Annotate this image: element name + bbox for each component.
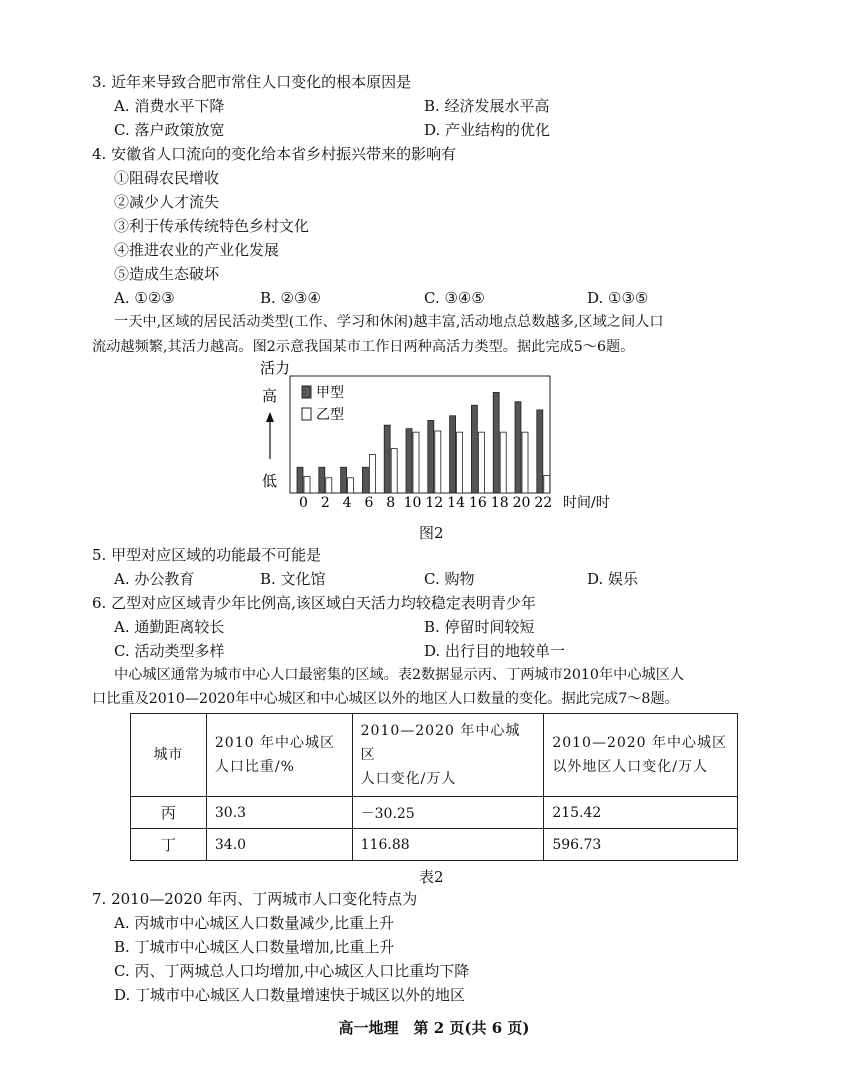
bar-jia-12	[428, 420, 434, 493]
question-7-option-c: C. 丙、丁两城总人口均增加,中心城区人口比重均下降	[114, 962, 470, 980]
question-7-option-a: A. 丙城市中心城区人口数量减少,比重上升	[114, 914, 395, 932]
bar-jia-14	[450, 416, 456, 493]
table-header-share-line-2: 人口比重/%	[214, 759, 295, 775]
bar-jia-6	[362, 467, 368, 493]
question-3-option-a: A. 消费水平下降	[114, 97, 225, 115]
bar-jia-16	[471, 405, 477, 493]
table-header-row	[131, 714, 738, 797]
question-3-option-b: B. 经济发展水平高	[424, 97, 550, 115]
bar-jia-8	[384, 425, 390, 493]
bar-yi-6	[369, 454, 375, 493]
chart-xlabel: 时间/时	[563, 495, 610, 511]
question-4-item-1: ①阻碍农民增收	[114, 169, 220, 187]
question-4-item-3: ③利于传承传统特色乡村文化	[114, 217, 310, 235]
bar-yi-22	[544, 475, 550, 493]
table-cell-share: 30.3	[206, 797, 352, 829]
x-tick-label: 2	[320, 495, 330, 511]
bar-yi-18	[500, 432, 506, 493]
table-cell-outer: 215.42	[544, 797, 738, 829]
page-footer: 高一地理 第 2 页(共 6 页)	[338, 1019, 530, 1037]
bar-jia-20	[515, 402, 521, 493]
legend-label-jia: 甲型	[316, 385, 344, 401]
bar-jia-22	[537, 410, 543, 493]
bar-yi-14	[457, 432, 463, 493]
question-5-option-b: B. 文化馆	[260, 570, 326, 588]
table-header-city: 城市	[131, 714, 207, 797]
question-4-option-b: B. ②③④	[260, 289, 321, 307]
question-7-option-d: D. 丁城市中心城区人口数量增速快于城区以外的地区	[114, 986, 466, 1004]
x-tick-label: 20	[512, 495, 531, 511]
bar-yi-20	[522, 432, 528, 493]
x-tick-label: 10	[403, 495, 422, 511]
question-7-option-b: B. 丁城市中心城区人口数量增加,比重上升	[114, 938, 395, 956]
legend-label-yi: 乙型	[316, 407, 344, 423]
table-header-outer-line-2: 以外地区人口变化/万人	[552, 759, 709, 775]
intro-5-6-line-1: 一天中,区域的居民活动类型(工作、学习和休闲)越丰富,活动地点总数越多,区域之间人口	[114, 314, 664, 330]
bar-yi-4	[348, 478, 354, 493]
table-cell-outer: 596.73	[544, 829, 738, 861]
question-6-stem: 6. 乙型对应区域青少年比例高,该区域白天活力均较稳定表明青少年	[92, 594, 536, 612]
table-2-caption: 表2	[419, 868, 444, 886]
population-table	[130, 713, 738, 861]
question-6-option-d: D. 出行目的地较单一	[424, 642, 566, 660]
table-cell-center: －30.25	[352, 797, 544, 829]
x-tick-label: 4	[342, 495, 352, 511]
chart-y-low-label: 低	[262, 472, 278, 490]
legend-swatch-jia	[302, 386, 311, 398]
bar-jia-0	[297, 467, 303, 493]
figure-2-caption: 图2	[419, 524, 444, 542]
bar-jia-2	[319, 467, 325, 493]
intro-5-6-line-2: 流动越频繁,其活力越高。图2示意我国某市工作日两种高活力类型。据此完成5～6题。	[92, 339, 635, 355]
question-4-item-4: ④推进农业的产业化发展	[114, 241, 280, 259]
question-5-option-c: C. 购物	[424, 570, 475, 588]
x-tick-label: 18	[490, 495, 509, 511]
activity-bar-chart	[252, 356, 632, 516]
question-4-stem: 4. 安徽省人口流向的变化给本省乡村振兴带来的影响有	[92, 145, 457, 163]
table-row	[131, 829, 738, 861]
bar-yi-8	[391, 449, 397, 493]
x-tick-label: 14	[447, 495, 466, 511]
x-tick-label: 6	[364, 495, 374, 511]
table-header-outer-line-1: 2010—2020 年中心城区	[552, 735, 728, 751]
bar-jia-18	[493, 392, 499, 493]
table-cell-city: 丁	[131, 829, 207, 861]
legend-swatch-yi	[302, 408, 311, 420]
question-6-option-a: A. 通勤距离较长	[114, 618, 225, 636]
bar-yi-16	[478, 432, 484, 493]
table-row	[131, 797, 738, 829]
question-5-option-d: D. 娱乐	[587, 570, 639, 588]
table-header-share-line-1: 2010 年中心城区	[214, 735, 335, 751]
question-6-option-b: B. 停留时间较短	[424, 618, 535, 636]
table-header-outer-change	[544, 714, 738, 797]
question-3-option-d: D. 产业结构的优化	[424, 121, 551, 139]
x-tick-label: 0	[299, 495, 308, 511]
question-4-item-5: ⑤造成生态破坏	[114, 265, 220, 283]
table-header-share	[206, 714, 352, 797]
chart-x-ticks	[299, 495, 552, 511]
table-cell-share: 34.0	[206, 829, 352, 861]
bar-yi-10	[413, 432, 419, 493]
question-5-stem: 5. 甲型对应区域的功能最不可能是	[92, 546, 322, 564]
question-7-stem: 7. 2010—2020 年丙、丁两城市人口变化特点为	[92, 890, 418, 908]
bar-yi-12	[435, 431, 441, 493]
x-tick-label: 16	[468, 495, 487, 511]
table-header-center-line-1: 2010—2020 年中心城区	[360, 723, 521, 763]
question-6-option-c: C. 活动类型多样	[114, 642, 225, 660]
x-tick-label: 8	[386, 495, 396, 511]
question-4-option-c: C. ③④⑤	[424, 289, 485, 307]
question-5-option-a: A. 办公教育	[114, 570, 195, 588]
table-header-center-change	[352, 714, 544, 797]
table-header-center-line-2: 人口变化/万人	[360, 771, 457, 787]
question-3-stem: 3. 近年来导致合肥市常住人口变化的根本原因是	[92, 73, 412, 91]
question-3-option-c: C. 落户政策放宽	[114, 121, 225, 139]
intro-7-8-line-1: 中心城区通常为城市中心人口最密集的区域。表2数据显示丙、丁两城市2010年中心城区人	[114, 667, 685, 683]
x-tick-label: 12	[425, 495, 444, 511]
intro-7-8-line-2: 口比重及2010—2020年中心城区和中心城区以外的地区人口数量的变化。据此完成7～8题。	[92, 691, 679, 707]
bar-yi-0	[304, 477, 310, 493]
question-4-option-d: D. ①③⑤	[587, 289, 649, 307]
table-cell-center: 116.88	[352, 829, 544, 861]
table-cell-city: 丙	[131, 797, 207, 829]
bar-yi-2	[326, 478, 332, 493]
chart-ylabel: 活力	[260, 359, 291, 377]
chart-y-high-label: 高	[262, 387, 278, 405]
x-tick-label: 22	[534, 495, 553, 511]
question-4-item-2: ②减少人才流失	[114, 193, 220, 211]
bar-jia-10	[406, 429, 412, 493]
chart-y-arrowhead	[266, 412, 274, 422]
bar-jia-4	[341, 467, 347, 493]
question-4-option-a: A. ①②③	[114, 289, 175, 307]
